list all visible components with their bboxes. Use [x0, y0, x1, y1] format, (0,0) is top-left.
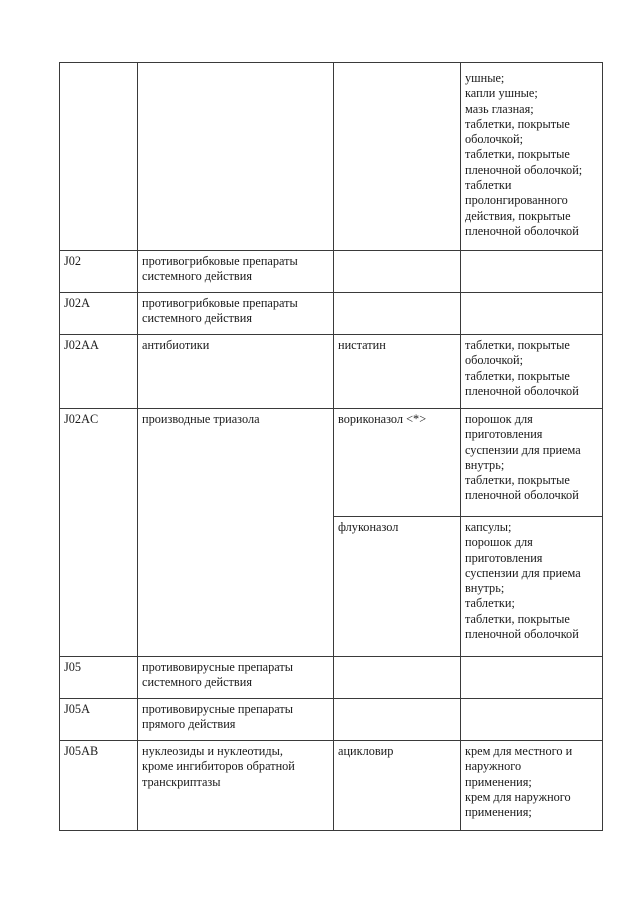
atc-code-cell: J02A: [60, 293, 138, 335]
table-row: [60, 63, 603, 251]
table-row: [60, 335, 603, 409]
dosage-form-line: ушные;: [465, 71, 505, 85]
group-name-line: прямого действия: [142, 717, 236, 732]
dosage-forms-cell: [461, 335, 603, 409]
table-row: [60, 409, 603, 517]
dosage-forms-cell: [461, 741, 603, 831]
dosage-form-line: внутрь;: [465, 457, 505, 472]
dosage-form-line: порошок для: [465, 535, 533, 550]
dosage-form-line: оболочкой;: [465, 353, 524, 368]
atc-code-cell: J05A: [60, 699, 138, 741]
dosage-form-line: таблетки, покрытые: [465, 147, 570, 162]
dosage-forms-cell: [461, 251, 603, 293]
atc-code-cell: J02AC: [60, 409, 138, 657]
group-name-line: противогрибковые препараты: [142, 254, 298, 268]
drug-name-cell: ацикловир: [334, 741, 461, 831]
dosage-form-line: суспензии для приема: [465, 442, 581, 457]
dosage-form-line: порошок для: [465, 412, 533, 426]
dosage-forms-cell: [461, 293, 603, 335]
dosage-form-line: пленочной оболочкой: [465, 223, 579, 238]
dosage-form-line: пленочной оболочкой: [465, 488, 579, 503]
group-name-cell: [138, 251, 334, 293]
drug-name-cell: нистатин: [334, 335, 461, 409]
dosage-form-line: таблетки, покрытые: [465, 611, 570, 626]
dosage-form-line: таблетки, покрытые: [465, 338, 570, 352]
group-name-line: противовирусные препараты: [142, 660, 294, 674]
group-name-cell: [138, 657, 334, 699]
group-name-cell: [138, 699, 334, 741]
group-name-line: системного действия: [142, 269, 252, 284]
dosage-form-line: таблетки, покрытые: [465, 473, 570, 488]
table-row: [60, 699, 603, 741]
dosage-forms-cell: [461, 517, 603, 657]
atc-code-cell: J05: [60, 657, 138, 699]
group-name-cell: [138, 335, 334, 409]
group-name-cell: [138, 293, 334, 335]
drug-list-table: [59, 62, 603, 831]
dosage-form-line: пленочной оболочкой: [465, 627, 579, 642]
table-row: [60, 293, 603, 335]
drug-name-cell: флуконазол: [334, 517, 461, 657]
group-name-cell: [138, 409, 334, 657]
drug-name-cell: [334, 699, 461, 741]
table-row: [60, 741, 603, 831]
dosage-form-line: применения;: [465, 774, 532, 789]
dosage-form-line: крем для наружного: [465, 789, 571, 804]
drug-name-cell: [334, 293, 461, 335]
dosage-form-line: крем для местного и: [465, 744, 573, 758]
drug-name-cell: вориконазол <*>: [334, 409, 461, 517]
dosage-form-line: пленочной оболочкой: [465, 383, 579, 398]
group-name-line: антибиотики: [142, 338, 210, 352]
dosage-form-line: мазь глазная;: [465, 101, 534, 116]
dosage-forms-cell: [461, 409, 603, 517]
dosage-form-line: применения;: [465, 805, 532, 820]
group-name-line: противовирусные препараты: [142, 702, 294, 716]
group-name-cell: [138, 741, 334, 831]
dosage-form-line: наружного: [465, 759, 522, 774]
dosage-form-line: пролонгированного: [465, 193, 568, 208]
dosage-form-line: приготовления: [465, 427, 543, 442]
group-name-line: противогрибковые препараты: [142, 296, 298, 310]
dosage-form-line: суспензии для приема: [465, 565, 581, 580]
dosage-forms-cell: [461, 63, 603, 251]
dosage-form-line: действия, покрытые: [465, 208, 571, 223]
group-name-line: системного действия: [142, 675, 252, 690]
dosage-form-line: таблетки, покрытые: [465, 116, 570, 131]
dosage-form-line: пленочной оболочкой;: [465, 162, 583, 177]
drug-name-cell: [334, 251, 461, 293]
drug-name-cell: [334, 63, 461, 251]
atc-code-cell: J05AB: [60, 741, 138, 831]
group-name-line: транскриптазы: [142, 774, 221, 789]
dosage-forms-cell: [461, 699, 603, 741]
dosage-form-line: внутрь;: [465, 581, 505, 596]
dosage-form-line: таблетки;: [465, 596, 515, 611]
drug-name-cell: [334, 657, 461, 699]
group-name-line: производные триазола: [142, 412, 260, 426]
dosage-form-line: капсулы;: [465, 520, 512, 534]
dosage-form-line: таблетки, покрытые: [465, 368, 570, 383]
atc-code-cell: J02: [60, 251, 138, 293]
group-name-line: нуклеозиды и нуклеотиды,: [142, 744, 283, 758]
atc-code-cell: [60, 63, 138, 251]
atc-code-cell: J02AA: [60, 335, 138, 409]
table-row: [60, 657, 603, 699]
dosage-form-line: приготовления: [465, 550, 543, 565]
group-name-line: кроме ингибиторов обратной: [142, 759, 295, 774]
group-name-line: системного действия: [142, 311, 252, 326]
dosage-form-line: таблетки: [465, 178, 512, 193]
dosage-form-line: капли ушные;: [465, 86, 538, 101]
table-row: [60, 251, 603, 293]
group-name-cell: [138, 63, 334, 251]
dosage-form-line: оболочкой;: [465, 132, 524, 147]
dosage-forms-cell: [461, 657, 603, 699]
